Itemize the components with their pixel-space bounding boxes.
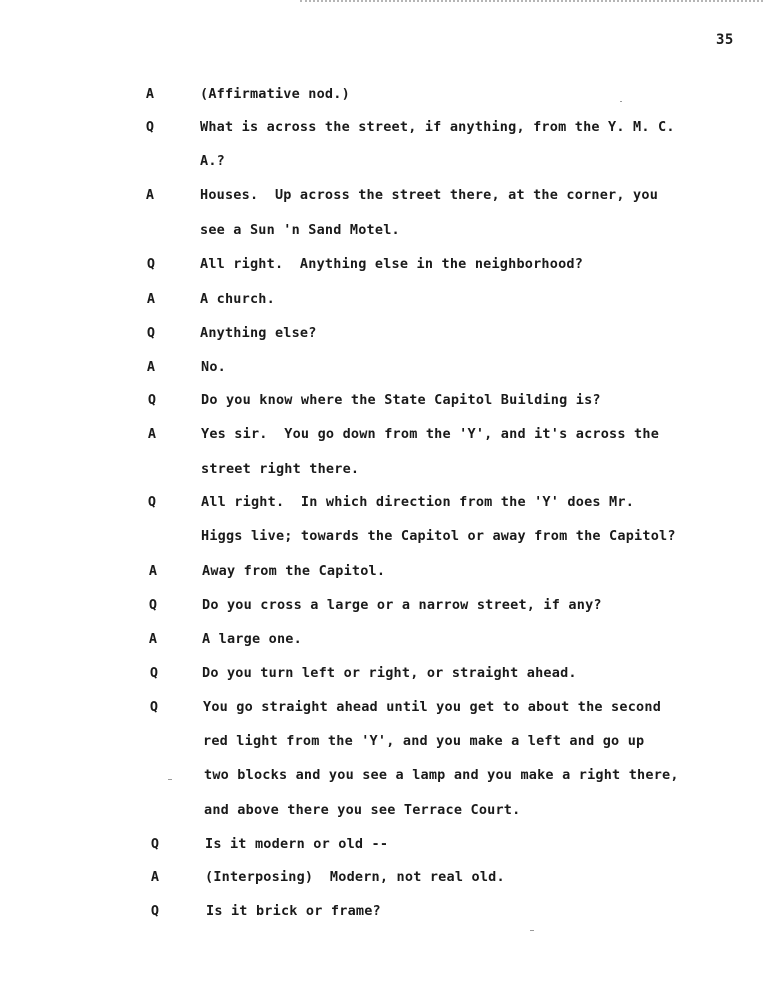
line-text: street right there. xyxy=(201,461,360,477)
transcript-line xyxy=(0,84,763,104)
line-text: Do you turn left or right, or straight ahead. xyxy=(202,665,577,681)
line-text: A church. xyxy=(200,291,275,307)
transcript-line xyxy=(0,357,763,377)
transcript-line xyxy=(0,289,763,309)
transcript-line xyxy=(0,220,763,240)
line-text: (Interposing) Modern, not real old. xyxy=(205,869,505,885)
line-text: Houses. Up across the street there, at the corner, you xyxy=(200,187,659,203)
transcript-line xyxy=(0,459,763,479)
line-text: Do you cross a large or a narrow street, if any? xyxy=(202,597,602,613)
transcript-line xyxy=(0,901,763,921)
transcript-line xyxy=(0,254,763,274)
line-text: Yes sir. You go down from the 'Y', and it's across the xyxy=(201,426,660,442)
speaker-label: A xyxy=(145,86,155,102)
line-text: A.? xyxy=(200,153,225,169)
transcript-line xyxy=(0,185,763,205)
transcript-line xyxy=(0,424,763,444)
line-text: No. xyxy=(201,359,226,375)
transcript-line xyxy=(0,151,763,171)
scan-speck xyxy=(168,779,172,780)
speaker-label: Q xyxy=(146,325,156,341)
line-text: (Affirmative nod.) xyxy=(200,86,350,102)
line-text: Is it modern or old -- xyxy=(205,836,389,852)
transcript-line xyxy=(0,117,763,137)
line-text: All right. Anything else in the neighborhood? xyxy=(200,256,584,272)
line-text: see a Sun 'n Sand Motel. xyxy=(200,222,400,238)
speaker-label: A xyxy=(148,631,158,647)
line-text: All right. In which direction from the 'Y' does Mr. xyxy=(201,494,635,510)
transcript-line xyxy=(0,492,763,512)
speaker-label: Q xyxy=(149,665,159,681)
line-text: two blocks and you see a lamp and you make a right there, xyxy=(204,767,679,783)
speaker-label: A xyxy=(146,291,156,307)
line-text: and above there you see Terrace Court. xyxy=(204,802,521,818)
line-text: Anything else? xyxy=(200,325,317,341)
speaker-label: Q xyxy=(145,119,155,135)
speaker-label: Q xyxy=(146,256,156,272)
transcript-line xyxy=(0,697,763,717)
scan-speck xyxy=(530,930,534,931)
transcript-line xyxy=(0,663,763,683)
line-text: Do you know where the State Capitol Building is? xyxy=(201,392,601,408)
line-text: A large one. xyxy=(202,631,302,647)
speaker-label: A xyxy=(150,869,160,885)
speaker-label: Q xyxy=(150,836,160,852)
line-text: Is it brick or frame? xyxy=(206,903,381,919)
transcript-line xyxy=(0,561,763,581)
line-text: Higgs live; towards the Capitol or away from the Capitol? xyxy=(201,528,676,544)
transcript-line xyxy=(0,800,763,820)
speaker-label: Q xyxy=(147,494,157,510)
speaker-label: A xyxy=(148,563,158,579)
transcript-line xyxy=(0,629,763,649)
line-text: You go straight ahead until you get to about the second xyxy=(203,699,662,715)
scan-speck xyxy=(620,101,622,102)
speaker-label: Q xyxy=(148,597,158,613)
transcript-line xyxy=(0,834,763,854)
page-top-edge xyxy=(300,0,763,2)
transcript-line xyxy=(0,867,763,887)
line-text: Away from the Capitol. xyxy=(202,563,386,579)
speaker-label: Q xyxy=(147,392,157,408)
transcript-line xyxy=(0,390,763,410)
speaker-label: A xyxy=(145,187,155,203)
speaker-label: A xyxy=(147,426,157,442)
line-text: What is across the street, if anything, from the Y. M. C. xyxy=(200,119,675,135)
speaker-label: A xyxy=(146,359,156,375)
page-number: 35 xyxy=(716,32,734,48)
line-text: red light from the 'Y', and you make a left and go up xyxy=(203,733,645,749)
speaker-label: Q xyxy=(149,699,159,715)
transcript-line xyxy=(0,765,763,785)
speaker-label: Q xyxy=(150,903,160,919)
transcript-line xyxy=(0,323,763,343)
transcript-line xyxy=(0,526,763,546)
transcript-line xyxy=(0,731,763,751)
transcript-line xyxy=(0,595,763,615)
